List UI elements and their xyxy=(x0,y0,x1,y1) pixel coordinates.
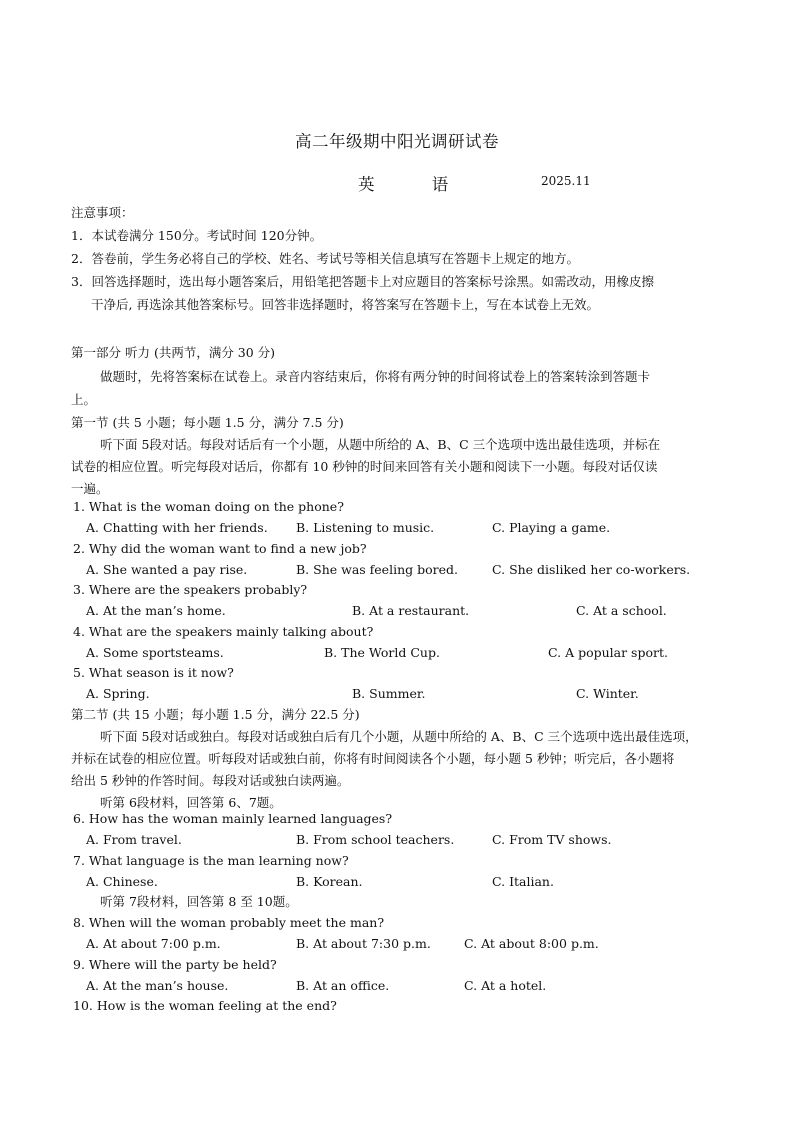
option-c: C. Winter. xyxy=(576,686,639,701)
notice-item: 1．本试卷满分 150分。考试时间 120分钟。 xyxy=(71,228,323,243)
option-c: C. From TV shows. xyxy=(492,832,612,847)
option-b: B. Summer. xyxy=(352,686,426,701)
option-c: C. Playing a game. xyxy=(492,520,611,535)
question-5: 5. What season is it now? xyxy=(73,665,234,680)
option-b: B. She was feeling bored. xyxy=(296,562,458,577)
option-c: C. A popular sport. xyxy=(548,645,668,660)
option-a: A. At the man’s house. xyxy=(86,978,229,993)
option-c: C. At about 8:00 p.m. xyxy=(464,936,599,951)
option-c: C. She disliked her co-workers. xyxy=(492,562,691,577)
section2-instructions: 给出 5 秒钟的作答时间。每段对话或独白读两遍。 xyxy=(71,773,350,788)
option-a: A. She wanted a pay rise. xyxy=(86,562,248,577)
question-2: 2. Why did the woman want to find a new job? xyxy=(73,541,367,556)
option-b: B. Korean. xyxy=(296,874,363,889)
option-c: C. At a school. xyxy=(576,603,667,618)
option-c: C. At a hotel. xyxy=(464,978,547,993)
notice-item: 3．回答选择题时，选出每小题答案后，用铅笔把答题卡上对应题目的答案标号涂黑。如需改动，用橡皮擦 xyxy=(71,274,654,289)
material-6-note: 听第 6段材料，回答第 6、7题。 xyxy=(100,795,282,810)
option-b: B. At a restaurant. xyxy=(352,603,470,618)
question-4: 4. What are the speakers mainly talking about? xyxy=(73,624,374,639)
option-c: C. Italian. xyxy=(492,874,554,889)
question-1: 1. What is the woman doing on the phone? xyxy=(73,499,344,514)
section1-instructions: 听下面 5段对话。每段对话后有一个小题，从题中所给的 A、B、C 三个选项中选出最佳选项，并标在 xyxy=(100,437,661,452)
question-8: 8. When will the woman probably meet the man? xyxy=(73,915,385,930)
notice-item: 干净后, 再选涂其他答案标号。回答非选择题时，将答案写在答题卡上，写在本试卷上无效。 xyxy=(91,297,599,312)
section2-instructions: 并标在试卷的相应位置。听每段对话或独白前，你将有时间阅读各个小题，每小题 5 秒钟；听完后，各小题将 xyxy=(71,751,675,766)
part1-heading: 第一部分 听力 (共两节，满分 30 分) xyxy=(71,345,276,360)
material-7-note: 听第 7段材料，回答第 8 至 10题。 xyxy=(100,894,298,909)
option-a: A. From travel. xyxy=(86,832,182,847)
question-6: 6. How has the woman mainly learned languages? xyxy=(73,811,393,826)
option-a: A. Spring. xyxy=(86,686,150,701)
section1-instructions: 试卷的相应位置。听完每段对话后，你都有 10 秒钟的时间来回答有关小题和阅读下一小题。每段对话仅读 xyxy=(71,459,658,474)
question-7: 7. What language is the man learning now? xyxy=(73,853,349,868)
exam-subject: 英 语 xyxy=(358,175,475,194)
exam-title: 高二年级期中阳光调研试卷 xyxy=(295,132,499,151)
option-b: B. At about 7:30 p.m. xyxy=(296,936,431,951)
section1-instructions: 一遍。 xyxy=(71,481,109,496)
question-9: 9. Where will the party be held? xyxy=(73,957,277,972)
part1-instructions: 做题时，先将答案标在试卷上。录音内容结束后，你将有两分钟的时间将试卷上的答案转涂到答题卡 xyxy=(100,369,651,384)
notice-heading: 注意事项： xyxy=(71,205,134,220)
section2-instructions: 听下面 5段对话或独白。每段对话或独白后有几个小题，从题中所给的 A、B、C 三个选项中选出最佳选项， xyxy=(100,729,698,744)
option-b: B. From school teachers. xyxy=(296,832,455,847)
option-b: B. The World Cup. xyxy=(324,645,440,660)
option-a: A. Chinese. xyxy=(86,874,158,889)
question-10: 10. How is the woman feeling at the end? xyxy=(73,998,337,1013)
option-a: A. Chatting with her friends. xyxy=(86,520,268,535)
notice-item: 2．答卷前，学生务必将自己的学校、姓名、考试号等相关信息填写在答题卡上规定的地方。 xyxy=(71,251,579,266)
part1-instructions: 上。 xyxy=(71,392,97,407)
option-a: A. At the man’s home. xyxy=(86,603,226,618)
exam-date: 2025.11 xyxy=(541,174,591,188)
option-a: A. At about 7:00 p.m. xyxy=(86,936,221,951)
option-b: B. Listening to music. xyxy=(296,520,435,535)
option-a: A. Some sportsteams. xyxy=(86,645,224,660)
question-3: 3. Where are the speakers probably? xyxy=(73,582,308,597)
option-b: B. At an office. xyxy=(296,978,390,993)
section2-heading: 第二节 (共 15 小题；每小题 1.5 分，满分 22.5 分) xyxy=(71,707,360,722)
section1-heading: 第一节 (共 5 小题；每小题 1.5 分，满分 7.5 分) xyxy=(71,415,344,430)
